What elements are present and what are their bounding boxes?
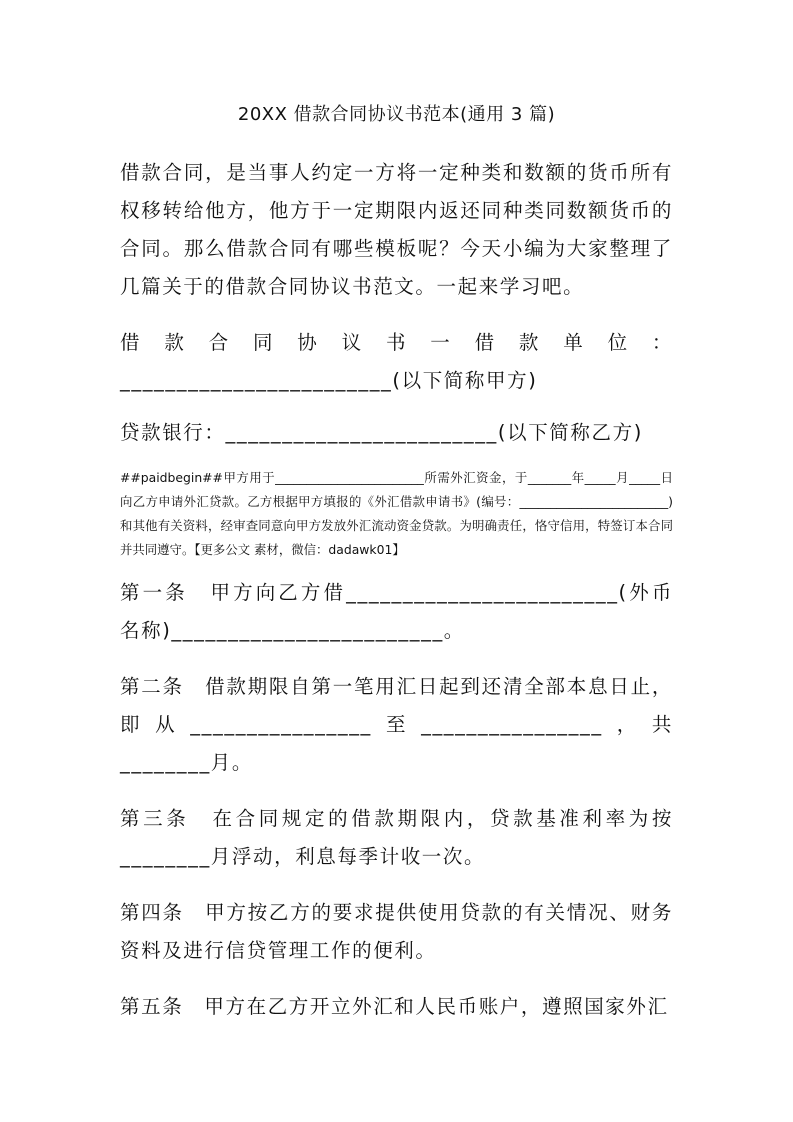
document-title: 20XX 借款合同协议书范本(通用 3 篇) (237, 104, 556, 125)
intro-paragraph: 借款合同，是当事人约定一方将一定种类和数额的货币所有权移转给他方，他方于一定期限内返还同种类同数额货币的合同。那么借款合同有哪些模板呢？今天小编为大家整理了几篇关于的借款合同协议书范文。一起来学习吧。 (120, 161, 673, 298)
document-page (120, 100, 673, 1044)
lender-line: 贷款银行：________________________(以下简称乙方) (120, 421, 643, 444)
article-3: 第三条 在合同规定的借款期限内，贷款基准利率为按________月浮动，利息每季计收一次。 (120, 807, 673, 868)
preamble-paragraph: ##paidbegin##甲方用于________________________所需外汇资金，于_______年_____月_____日向乙方申请外汇贷款。乙方根据甲方填报的《外汇借款申请书》(编号：________________________)和其他有关资料，经审查同意向甲方发放外汇流动资金贷款。为明确责任，恪守信用，特签订本合同并共同遵守。【更多公文 素材，微信：dadawk01】 (120, 470, 673, 557)
article-1: 第一条 甲方向乙方借________________________(外币名称)________________________。 (120, 581, 673, 642)
borrower-line: 借款合同协议书一借款单位：________________________(以下简称甲方) (120, 331, 673, 392)
article-2: 第二条 借款期限自第一笔用汇日起到还清全部本息日止，即从________________至________________，共________月。 (120, 675, 673, 774)
article-4: 第四条 甲方按乙方的要求提供使用贷款的有关情况、财务资料及进行信贷管理工作的便利。 (120, 901, 673, 962)
article-5: 第五条 甲方在乙方开立外汇和人民币账户，遵照国家外汇 (120, 995, 669, 1018)
